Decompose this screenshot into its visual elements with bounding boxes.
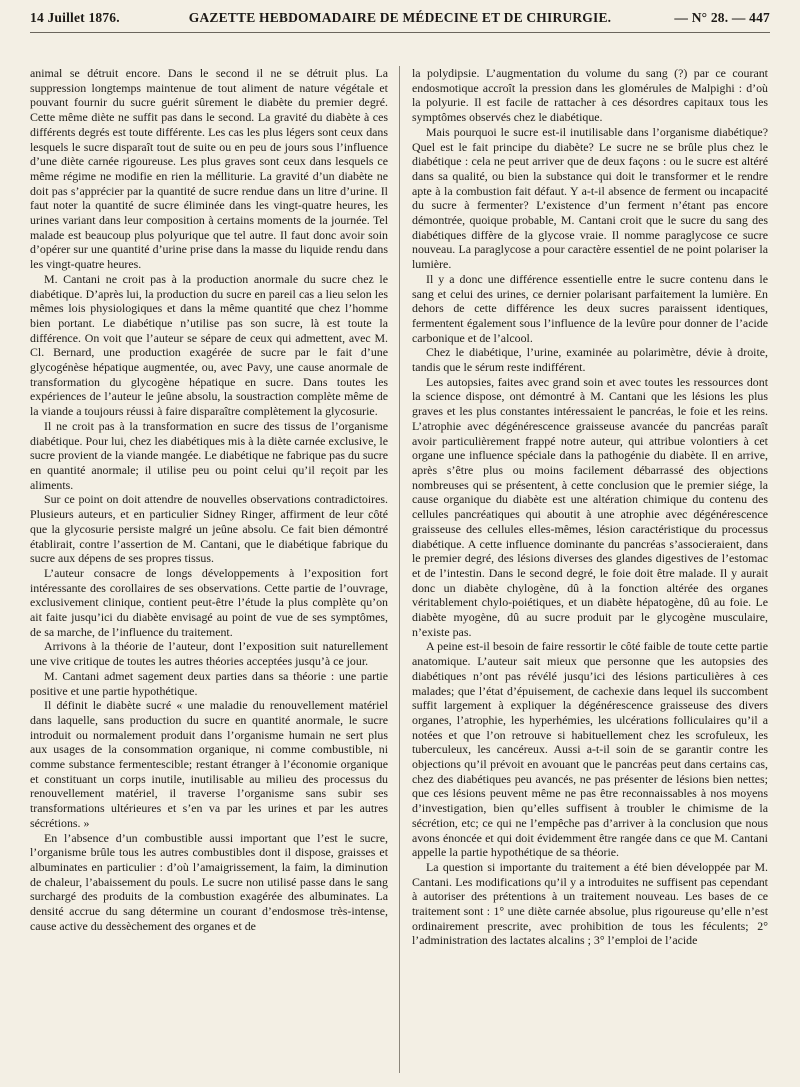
paragraph: En l’absence d’un combustible aussi important que l’est le sucre, l’organisme brûle tous les autres combustibles dont il dispose, graisses et albuminates en particulier : d’où l’amaigrissement, la faim, la diminution de chaleur, l’abaissement du pouls. Le sucre non utilisé passe dans le sang surchargé des produits de la combustion exagérée des albuminates. La densité accrue du sang détermine un courant d’endosmose très-intense, cause active du dessèchement des organes et de: [30, 830, 388, 933]
page-header: [30, 6, 770, 33]
paragraph: L’auteur consacre de longs développements à l’exposition fort intéressante des corollaires de ses observations. Cette partie de l’ouvrage, exclusivement clinique, contient peut-être l’étude la plus complète qu’on ait faite jusqu’ici du diabète envisagé au point de vue de ses symptômes, de sa marche, de l’influence du traitement.: [30, 565, 388, 639]
paragraph: Mais pourquoi le sucre est-il inutilisable dans l’organisme diabétique? Quel est le fait principe du diabète? Le sucre ne se brûle plus chez le diabétique : cela ne peut arriver que de deux façons : ou le sucre est altéré dans sa qualité, ou bien la substance qui doit le transformer et le rendre apte à la combustion fait défaut. Y a-t-il absence de ferment ou incapacité du sucre à fermenter? L’existence d’un ferment n’étant pas encore démontrée, quoique probable, M. Cantani croit que le sucre du sang des diabétiques diffère de la glycose vraie. Il nomme paraglycose ce sucre nouveau. La paraglycose a pour caractère essentiel de ne point polariser la lumière.: [412, 124, 768, 272]
paragraph: Les autopsies, faites avec grand soin et avec toutes les ressources dont la science dispose, ont démontré à M. Cantani que les lésions les plus graves et les plus constantes intéressaient le pancréas, le foie et les reins. L’atrophie avec dégénérescence graisseuse avancée du pancréas paraît avoir particulièrement frappé notre auteur, qui attribue volontiers à cet organe une influence spéciale dans la pathogénie du diabète. Il en arrive, après s’être plus ou moins facilement débarrassé des objections nombreuses qui se présentent, à cette conclusion que le premier siége, la cause organique du diabète est une altération chimique du contenu des cellules pancréatiques qui aboutit à une atrophie avec dégénérescence graisseuse des cellules elles-mêmes, lésion caractéristique du processus diabétique. A cette influence dominante du pancréas s’associeraient, dans le premier degré, des lésions diverses des glandes digestives de l’estomac et de l’intestin. Dans le second degré, le foie doit être malade. Il y aurait donc un diabète chylogène, dû à la fonction altérée des organes véritablement chylo-poiétiques, et un diabète hépatogène, dû au foie. Le diabète myogène, dû au sucre produit par le glycogène musculaire, n’existe pas.: [412, 374, 768, 639]
right-column: [412, 66, 768, 1081]
journal-title: GAZETTE HEBDOMADAIRE DE MÉDECINE ET DE CHIRURGIE.: [188, 10, 612, 25]
paragraph: Chez le diabétique, l’urine, examinée au polarimètre, dévie à droite, tandis que le sérum reste indifférent.: [412, 345, 768, 375]
paragraph: Il ne croit pas à la transformation en sucre des tissus de l’organisme diabétique. Pour lui, chez les diabétiques mis à la diète carnée exclusive, le sucre provient de la viande mangée. Le diabétique ne fabrique pas du sucre en quantité anormale; il utilise peu ou point celui qu’il reçoit par les aliments.: [30, 418, 388, 492]
paragraph: la polydipsie. L’augmentation du volume du sang (?) par ce courant endosmotique accroît la pression dans les glomérules de Malpighi : d’où la polyurie. Il est facile de rattacher à ces désordres capitaux tous les symptômes observés chez le diabétique.: [412, 66, 768, 125]
paragraph: M. Cantani ne croit pas à la production anormale du sucre chez le diabétique. D’après lui, la production du sucre en pareil cas a lieu selon les mêmes lois physiologiques et dans la même quantité que chez l’homme bien portant. Le diabétique n’utilise pas son sucre, là est toute la différence. On voit que l’auteur se sépare de ceux qui admettent, avec M. Cl. Bernard, une production exagérée de sucre par le fait d’une glycogénèse hépatique augmentée, ou, avec Pavy, une cause anormale de transformation du glycogène hépatique en sucre. Dans toutes les expériences de l’auteur le jeûne absolu, la soustraction complète même de la viande a toujours réussi à faire disparaître complètement la glycosurie.: [30, 271, 388, 419]
paragraph: La question si importante du traitement a été bien développée par M. Cantani. Les modifications qu’il y a introduites ne suffisent pas cependant à autoriser des prétentions à un traitement nouveau. Les bases de ce traitement sont : 1° une diète carnée absolue, plus rigoureuse qu’elle n’est ordinairement prescrite, avec prohibition de tous les féculents; 2° l’administration des lactates alcalins ; 3° l’emploi de l’acide: [412, 859, 768, 948]
paragraph: Sur ce point on doit attendre de nouvelles observations contradictoires. Plusieurs auteurs, et en particulier Sidney Ringer, affirment de leur côté que la glycosurie persiste malgré un jeûne absolu. Ce fait bien démontré établirait, contre l’assertion de M. Cantani, que le diabétique fabrique du sucre aux dépens de ses propres tissus.: [30, 492, 388, 566]
paragraph: animal se détruit encore. Dans le second il ne se détruit plus. La suppression longtemps maintenue de tout aliment de nature végétale et pouvant fournir du sucre guérit sûrement le diabète du premier degré. Cette même diète ne suffit pas dans le second. La gravité du diabète à ces différents degrés est toute différente. Les cas les plus légers sont ceux dans lesquels le sucre disparaît tout de suite ou en peu de jours sous l’influence d’une diète carnée rigoureuse. Les plus graves sont ceux dans lesquels ce même régime ne modifie en rien la mélliturie. La gravité d’un diabète ne doit pas s’apprécier par la quantité de sucre rendue dans un litre d’urine. Il faut noter la quantité de sucre éliminée dans les vingt-quatre heures, les urines variant dans leur composition à certains moments de la journée. Tel malade est beaucoup plus polyurique que tel autre. Il faut donc avoir soin d’opérer sur une quantité d’urine prise dans la masse du liquide rendu dans les vingt-quatre heures.: [30, 66, 388, 272]
paragraph: M. Cantani admet sagement deux parties dans sa théorie : une partie positive et une partie hypothétique.: [30, 668, 388, 698]
issue-date: 14 Juillet 1876.: [30, 10, 120, 25]
paragraph: Il définit le diabète sucré « une maladie du renouvellement matériel dans laquelle, sans production du sucre en quantité anormale, le sucre introduit ou normalement produit dans l’organisme humain ne sert plus aux usages de la consommation organique, ni comme combustible, ni comme substance fermentescible; restant étranger à l’économie organique et constituant un corps inutile, inutilisable au milieu des processus du renouvellement matériel, il traverse l’organisme sans subir ses transformations ultérieures et s’en va par les urines et par les autres sécrétions. »: [30, 698, 388, 830]
paragraph: Il y a donc une différence essentielle entre le sucre contenu dans le sang et celui des urines, ce dernier polarisant parfaitement la lumière. En dehors de cette différence les deux sucres paraissent identiques, fermentent également sous l’influence de la levûre pour donner de l’acide carbonique et de l’alcool.: [412, 271, 768, 345]
issue-page-number: — N° 28. — 447: [674, 10, 770, 25]
column-divider: [399, 66, 400, 1073]
paragraph: Arrivons à la théorie de l’auteur, dont l’exposition suit naturellement une vive critique de toutes les autres théories acceptées jusqu’à ce jour.: [30, 639, 388, 669]
left-column: [30, 66, 388, 1081]
paragraph: A peine est-il besoin de faire ressortir le côté faible de toute cette partie anatomique. L’auteur sait mieux que personne que les autopsies des diabétiques n’ont pas révélé jusqu’ici des lésions particulières à ces malades; que l’état d’épuisement, de cachexie dans lequel ils succombent suffit largement à expliquer la dégénérescence graisseuse des divers organes, l’atrophie, les hyperhémies, les ulcérations folliculaires qu’il a notées et que l’on retrouve si habituellement chez les scrofuleux, les tuberculeux, les cancéreux. Aussi a-t-il soin de se garantir contre les objections qu’il prévoit en avouant que le pancréas peut dans certains cas, chez des diabétiques peu avancés, ne pas présenter de lésions bien nettes; que ces lésions peuvent même ne pas être reconnaissables à nos moyens d’investigation, bien qu’elles suffisent à troubler le chimisme de la sécrétion, etc; ce qui ne l’empêche pas d’arriver à la conclusion que nous avons énoncée et qui doit évidemment être rangée dans ce que M. Cantani appelle la partie hypothétique de sa théorie.: [412, 639, 768, 860]
